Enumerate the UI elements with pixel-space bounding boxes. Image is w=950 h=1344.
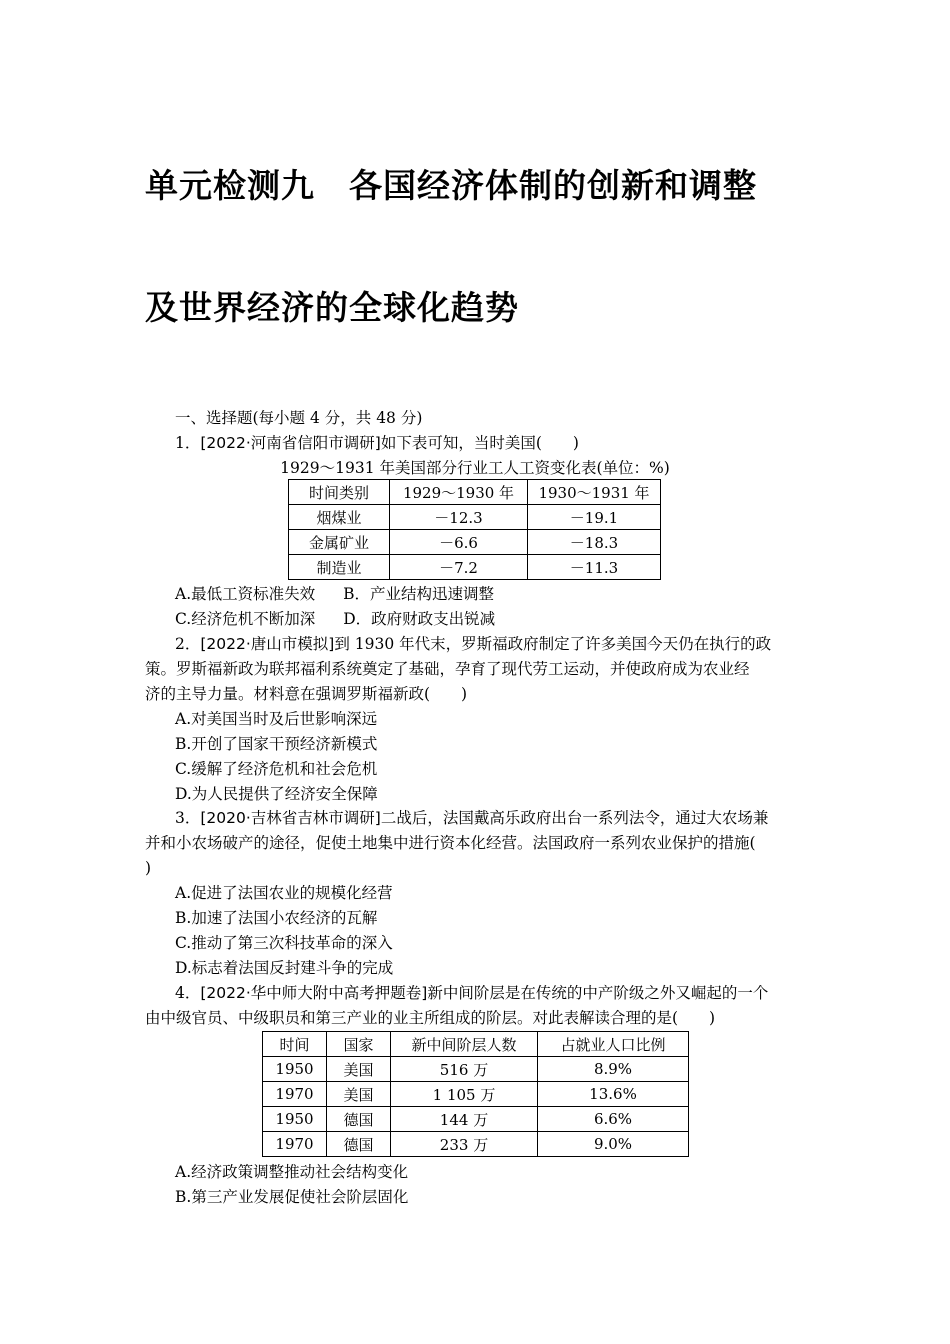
- question-number: 2．: [175, 635, 201, 653]
- table-cell: －6.6: [390, 530, 528, 555]
- table-cell: 1950: [263, 1107, 327, 1132]
- option-b[interactable]: B.加速了法国小农经济的瓦解: [175, 909, 378, 927]
- table-header-cell: 时间类别: [289, 480, 390, 505]
- question-text: 二战后，法国戴高乐政府出台一系列法令，通过大农场兼: [380, 809, 769, 827]
- table-cell: 1 105 万: [391, 1082, 538, 1107]
- table-row: [289, 530, 661, 555]
- question-4-stem-line1: [175, 981, 768, 1006]
- table-cell: 烟煤业: [289, 505, 390, 530]
- question-1-options-ab: [175, 582, 494, 607]
- table-row: [263, 1057, 689, 1082]
- table-cell: 制造业: [289, 555, 390, 580]
- question-2-stem-line1: [175, 632, 771, 657]
- table-cell: －12.3: [390, 505, 528, 530]
- table-cell: 美国: [327, 1057, 391, 1082]
- table-cell: 1950: [263, 1057, 327, 1082]
- table-header-row: [289, 480, 661, 505]
- table-cell: 6.6%: [538, 1107, 689, 1132]
- question-text: 如下表可知，当时美国( ): [380, 434, 579, 452]
- table-row: [263, 1107, 689, 1132]
- question-2-stem-line3: 济的主导力量。材料意在强调罗斯福新政( ): [145, 685, 468, 703]
- table-row: [263, 1082, 689, 1107]
- table-cell: 516 万: [391, 1057, 538, 1082]
- question-source: [2020·吉林省吉林市调研]: [200, 809, 381, 827]
- question-1-options-cd: [175, 607, 495, 632]
- question-number: 4．: [175, 984, 201, 1002]
- question-2-stem-line2: 策。罗斯福新政为联邦福利系统奠定了基础，孕育了现代劳工运动，并使政府成为农业经: [145, 660, 750, 678]
- section-heading: 一、选择题(每小题 4 分，共 48 分): [175, 409, 423, 427]
- option-a[interactable]: A.最低工资标准失效: [175, 585, 316, 603]
- table-header-cell: 1930～1931 年: [528, 480, 661, 505]
- option-c[interactable]: C.缓解了经济危机和社会危机: [175, 760, 378, 778]
- table-header-cell: 新中间阶层人数: [391, 1032, 538, 1057]
- table-cell: 233 万: [391, 1132, 538, 1157]
- option-a[interactable]: A.对美国当时及后世影响深远: [175, 710, 378, 728]
- question-1-stem: [175, 431, 579, 456]
- option-a[interactable]: A.经济政策调整推动社会结构变化: [175, 1163, 409, 1181]
- question-3-stem-line1: [175, 806, 768, 831]
- table-row: [289, 555, 661, 580]
- option-b[interactable]: B.开创了国家干预经济新模式: [175, 735, 378, 753]
- option-c[interactable]: C.推动了第三次科技革命的深入: [175, 934, 393, 952]
- option-a[interactable]: A.促进了法国农业的规模化经营: [175, 884, 393, 902]
- table-cell: 美国: [327, 1082, 391, 1107]
- table-cell: 金属矿业: [289, 530, 390, 555]
- table-header-cell: 国家: [327, 1032, 391, 1057]
- table-cell: －7.2: [390, 555, 528, 580]
- table-row: [263, 1132, 689, 1157]
- question-source: [2022·唐山市模拟]: [200, 635, 335, 653]
- question-4-stem-line2: 由中级官员、中级职员和第三产业的业主所组成的阶层。对此表解读合理的是( ): [145, 1009, 716, 1027]
- table-cell: －11.3: [528, 555, 661, 580]
- question-number: 1．: [175, 434, 201, 452]
- table-cell: －18.3: [528, 530, 661, 555]
- table-cell: 144 万: [391, 1107, 538, 1132]
- table-cell: 9.0%: [538, 1132, 689, 1157]
- table-header-cell: 占就业人口比例: [538, 1032, 689, 1057]
- question-3-stem-line3: ): [145, 859, 152, 877]
- question-3-stem-line2: 并和小农场破产的途径，促使土地集中进行资本化经营。法国政府一系列农业保护的措施(: [145, 834, 756, 852]
- wage-change-table: [288, 479, 661, 580]
- table-cell: 德国: [327, 1107, 391, 1132]
- table-row: [289, 505, 661, 530]
- table-cell: 1970: [263, 1132, 327, 1157]
- question-source: [2022·华中师大附中高考押题卷]: [200, 984, 428, 1002]
- question-text: 到 1930 年代末，罗斯福政府制定了许多美国今天仍在执行的政: [334, 635, 772, 653]
- page-title-line2: 及世界经济的全球化趋势: [145, 288, 519, 327]
- middle-class-table: [262, 1031, 689, 1157]
- table-1-caption: 1929～1931 年美国部分行业工人工资变化表(单位：%): [280, 459, 670, 477]
- option-d[interactable]: D.标志着法国反封建斗争的完成: [175, 959, 394, 977]
- option-c[interactable]: C.经济危机不断加深: [175, 610, 316, 628]
- table-cell: 13.6%: [538, 1082, 689, 1107]
- page-title-line1: 单元检测九 各国经济体制的创新和调整: [145, 166, 757, 205]
- table-cell: 德国: [327, 1132, 391, 1157]
- table-header-cell: 时间: [263, 1032, 327, 1057]
- option-d[interactable]: D.为人民提供了经济安全保障: [175, 785, 378, 803]
- table-cell: 1970: [263, 1082, 327, 1107]
- table-cell: －19.1: [528, 505, 661, 530]
- option-b[interactable]: B.第三产业发展促使社会阶层固化: [175, 1188, 409, 1206]
- question-source: [2022·河南省信阳市调研]: [200, 434, 381, 452]
- option-b[interactable]: B．产业结构迅速调整: [343, 585, 495, 603]
- table-cell: 8.9%: [538, 1057, 689, 1082]
- table-header-cell: 1929～1930 年: [390, 480, 528, 505]
- option-d[interactable]: D．政府财政支出锐减: [343, 610, 496, 628]
- question-number: 3．: [175, 809, 201, 827]
- question-text: 新中间阶层是在传统的中产阶级之外又崛起的一个: [427, 984, 769, 1002]
- table-header-row: [263, 1032, 689, 1057]
